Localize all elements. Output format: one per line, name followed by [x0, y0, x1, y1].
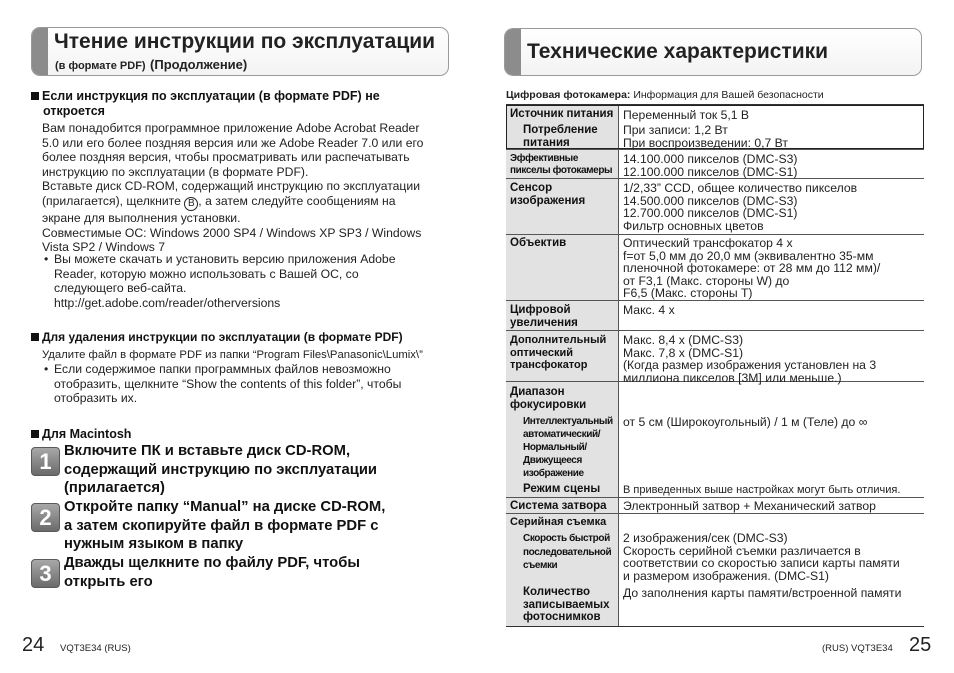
step-3-text: Дважды щелкните по файлу PDF, чтобы открыть его	[64, 555, 360, 590]
recordable-pictures-label: Количество записываемых фотоснимков	[523, 586, 610, 623]
step-1-badge: 1	[31, 447, 60, 476]
lens-value: Оптический трансфокатор 4 x f=от 5,0 мм до 20,0 мм (эквивалентно 35-мм пленочной фотокамере: от 28 мм до 112 мм)/ от F3,1 (Макс. стороны W) до F6,5 (Макс. стороны T)	[623, 236, 881, 300]
macintosh-heading: Для Macintosh	[31, 427, 131, 442]
uninstall-pdf-heading: Для удаления инструкции по эксплуатации (в формате PDF)	[31, 330, 403, 345]
right-section-header	[504, 28, 922, 76]
pdf-not-opening-heading: Если инструкция по эксплуатации (в формате PDF) не откроется	[31, 89, 380, 119]
header-accent-bar	[32, 28, 48, 75]
uninstall-pdf-body: Удалите файл в формате PDF из папки “Program Files\Panasonic\Lumix\”	[42, 349, 423, 361]
image-sensor-value: 1/2,33” CCD, общее количество пикселов 14.500.000 пикселов (DMC-S3) 12.700.000 пикселов (DMC-S1) Фильтр основных цветов	[623, 181, 858, 233]
square-bullet-icon	[31, 333, 39, 341]
burst-speed-label: Скорость быстрой последовательной съемки	[523, 533, 612, 571]
power-source-label: Источник питания	[510, 108, 614, 120]
row-divider	[506, 300, 924, 301]
left-section-header	[31, 27, 449, 76]
adobe-url-link[interactable]: http://get.adobe.com/reader/otherversions	[54, 295, 281, 310]
left-footer-code: VQT3E34 (RUS)	[60, 643, 131, 654]
row-divider	[506, 330, 924, 331]
scene-mode-value: В приведенных выше настройках могут быть отличия.	[623, 484, 901, 496]
right-header-title: Технические характеристики	[527, 40, 829, 63]
digital-zoom-value: Макс. 4 x	[623, 303, 675, 317]
left-page-number: 24	[22, 634, 45, 656]
header-accent-bar	[505, 29, 521, 75]
step-2-text: Откройте папку “Manual” на диске CD-ROM, а затем скопируйте файл в формате PDF с нужным языком в папку	[64, 499, 386, 552]
left-header-subtitle	[55, 57, 247, 74]
power-source-value: Переменный ток 5,1 В	[623, 108, 750, 122]
extended-zoom-value: Макс. 8,4 x (DMC-S3) Макс. 7,8 x (DMC-S1) (Когда размер изображения установлен на 3 миллиона пикселов [3M] или меньше.)	[623, 333, 877, 385]
effective-pixels-value: 14.100.000 пикселов (DMC-S3) 12.100.000 пикселов (DMC-S1)	[623, 152, 798, 179]
step-3-badge: 3	[31, 559, 60, 588]
left-header-subtitle-small: (в формате PDF)	[55, 60, 146, 72]
row-divider	[506, 513, 924, 514]
bullet: •	[44, 362, 49, 376]
bullet: •	[44, 252, 49, 266]
left-header-title: Чтение инструкции по эксплуатации	[54, 30, 436, 53]
left-header-subtitle-big: (Продолжение)	[150, 57, 248, 72]
right-footer-code: (RUS) VQT3E34	[822, 643, 893, 654]
column-divider	[618, 105, 619, 626]
digital-zoom-label: Цифровой увеличения	[510, 304, 578, 329]
pdf-not-opening-body: Вам понадобится программное приложение Adobe Acrobat Reader 5.0 или его более поздняя версия или же Adobe Reader 7.0 или его более поздняя версия, чтобы просматривать или распечатывать инструкцию по эксплуатации (в формате PDF). Вставьте диск CD-ROM, содержащий инструкцию по эксплуатации (прилагается), щелкните B , а затем следуйте сообщениям на экране для выполнения установки. Совместимые ОС: Windows 2000 SP4 / Windows XP SP3 / Windows Vista SP2 / Windows 7	[42, 121, 424, 255]
burst-speed-value: 2 изображения/сек (DMC-S3) Скорость серийной съемки различается в соответствии со скоростью записи карты памяти и размером изображения. (DMC-S1)	[623, 531, 900, 583]
uninstall-pdf-note: • Если содержимое папки программных файлов невозможно отобразить, щелкните “Show the contents of this folder”, чтобы отобразить их.	[44, 362, 402, 406]
lens-label: Объектив	[510, 237, 567, 249]
focus-range-label: Диапазон фокусировки	[510, 386, 587, 411]
step-1-text: Включите ПК и вставьте диск CD-ROM, содержащий инструкцию по эксплуатации (прилагается)	[64, 443, 378, 496]
shutter-system-label: Система затвора	[510, 500, 607, 512]
adobe-download-note: • Вы можете скачать и установить версию приложения Adobe Reader, которую можно использовать с Вашей ОС, со следующего веб-сайта. http://get.adobe.com/reader/otherversions	[44, 252, 444, 310]
image-sensor-label: Сенсор изображения	[510, 182, 586, 207]
focus-range-value: от 5 см (Широкоугольный) / 1 м (Теле) до ∞	[623, 415, 868, 429]
scene-mode-label: Режим сцены	[523, 483, 601, 495]
step-2-badge: 2	[31, 503, 60, 532]
circle-b-icon: B	[184, 197, 198, 211]
effective-pixels-label: Эффективные пикселы фотокамеры	[510, 153, 613, 176]
square-bullet-icon	[31, 430, 39, 438]
row-divider	[506, 497, 924, 498]
power-consumption-value: При записи: 1,2 Вт При воспроизведении: 0,7 Вт	[623, 123, 788, 150]
focus-mode-label: Интеллектуальный автоматический/ Нормальный/ Движущееся изображение	[523, 416, 613, 479]
row-divider	[506, 234, 924, 235]
extended-zoom-label: Дополнительный оптический трансфокатор	[510, 334, 607, 371]
burst-shooting-label: Серийная съемка	[510, 516, 607, 528]
square-bullet-icon	[31, 92, 39, 100]
shutter-system-value: Электронный затвор + Механический затвор	[623, 499, 876, 513]
right-page-number: 25	[909, 634, 932, 656]
spec-intro: Цифровая фотокамера: Информация для Вашей безопасности	[506, 89, 824, 101]
power-consumption-label: Потребление питания	[523, 124, 598, 149]
spec-table	[506, 104, 924, 627]
recordable-pictures-value: До заполнения карты памяти/встроенной памяти	[623, 586, 902, 600]
